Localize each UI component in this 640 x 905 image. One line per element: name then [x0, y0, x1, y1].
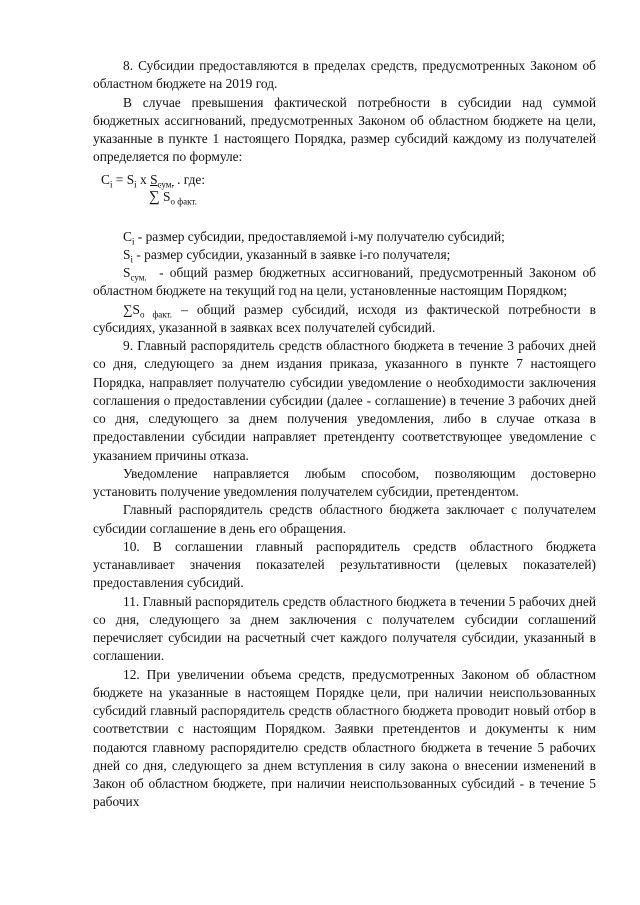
def-ssum-text: - общий размер бюджетных ассигнований, предусмотренный Законом об областном бюджете на текущий год на цели, установленные настоящим Порядком;	[93, 265, 600, 299]
formula-sfact: S	[159, 188, 171, 204]
def-si-text: - размер субсидии, указанный в заявке i-го получателя;	[132, 246, 451, 262]
subsidy-formula	[101, 171, 604, 226]
definition-ssum	[93, 264, 600, 301]
formula-ci-sub: i	[109, 179, 113, 190]
paragraph-8-formula-intro: В случае превышения фактической потребности в субсидии над суммой бюджетных ассигнований, предусмотренных Законом об областном бюджете на цели, указанные в пункте 1 настоящего Порядка, размер субсидий каждому из получателей определяется по формуле:	[93, 94, 596, 165]
def-sfact-sigma: ∑	[123, 301, 133, 317]
paragraph-8: 8. Субсидии предоставляются в пределах средств, предусмотренных Законом об областном бюджете на 2019 год.	[93, 58, 596, 92]
formula-sfact-sub: о факт.	[170, 196, 197, 207]
formula-dot: .	[173, 171, 181, 187]
formula-ssum-sub: сум.	[157, 179, 174, 190]
def-ci-sym: C	[123, 228, 132, 244]
formula-ci: C	[101, 171, 110, 187]
paragraph-12: 12. При увеличении объема средств, предусмотренных Законом об областном бюджете на указанные в настоящем Порядке цели, при наличии неиспользованных субсидий главный распорядитель средств областного бюджета проводит новый отбор в соответствии с настоящим Порядком. Заявки претендентов и документы к ним подаются главному распорядителю средств областного бюджета в течение 5 рабочих дней со дня, следующего за днем вступления в силу закона о внесении изменений в Закон об областном бюджете, при наличии неиспользованных субсидий - в течение 5 рабочих	[93, 666, 596, 810]
def-ci-sub: i	[131, 236, 135, 247]
formula-denominator-line	[149, 188, 197, 206]
paragraph-10: 10. В соглашении главный распорядитель средств областного бюджета устанавливает значения показателей результативности (целевых показателей) предоставления субсидий.	[93, 538, 596, 591]
formula-sigma: ∑	[149, 188, 160, 205]
definition-si	[93, 246, 596, 264]
def-si-sym: S	[123, 246, 131, 262]
def-sfact-sub: о факт.	[140, 309, 173, 320]
def-sfact-text: – общий размер субсидий, исходя из фактической потребности в субсидиях, указанной в заявках всех получателей субсидий.	[93, 301, 596, 335]
def-sfact-sym: S	[132, 301, 140, 317]
paragraph-11: 11. Главный распорядитель средств областного бюджета в течении 5 рабочих дней со дня, следующего за днем заключения с получателем субсидии соглашений перечисляет субсидии на расчетный счет каждого получателя субсидии, указанный в соглашении.	[93, 593, 596, 664]
formula-eq: =	[112, 171, 127, 187]
def-si-sub: i	[130, 254, 133, 265]
paragraph-9-agreement: Главный распорядитель средств областного бюджета заключает с получателем субсидии соглашение в день его обращения.	[93, 502, 596, 536]
def-ssum-sub: сум.	[130, 272, 147, 283]
def-ci-text: - размер субсидии, предоставляемой i-му получателю субсидий;	[134, 228, 505, 244]
paragraph-9-notice: Уведомление направляется любым способом, позволяющим достоверно установить получение уведомления получателем субсидии, претендентом.	[93, 465, 596, 499]
document-page	[93, 57, 600, 812]
definition-sfact	[93, 301, 596, 338]
formula-si: S	[126, 171, 135, 187]
definition-ci	[93, 228, 596, 246]
formula-ssum	[150, 171, 174, 190]
def-ssum-sym: S	[123, 265, 131, 280]
formula-times: x	[136, 171, 151, 187]
formula-si-sub: i	[134, 179, 137, 190]
formula-numerator-line	[101, 171, 205, 189]
formula-gde: где:	[180, 171, 206, 187]
formula-ssum-sym: S	[150, 171, 158, 187]
paragraph-9: 9. Главный распорядитель средств областного бюджета в течение 3 рабочих дней со дня, следующего за днем издания приказа, указанного в пункте 7 настоящего Порядка, направляет получателю субсидии уведомление о необходимости заключения соглашения о предоставлении субсидии (далее - соглашение) в течение 3 рабочих дней со дня, следующего за днем получения уведомления, либо в случае отказа в предоставлении субсидии направляет претенденту соответствующее уведомление с указанием причины отказа.	[93, 338, 596, 463]
